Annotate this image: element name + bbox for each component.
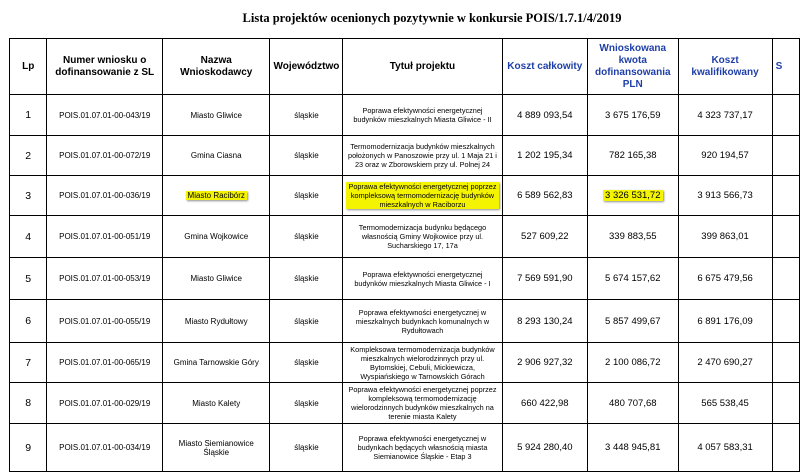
table-row — [10, 136, 800, 176]
cell-kwalifikowany: 3 913 566,73 — [678, 176, 772, 216]
cell-kwalifikowany: 4 057 583,31 — [678, 424, 772, 472]
cell-kwota — [588, 176, 678, 216]
cell-numer: POIS.01.07.01-00-036/19 — [47, 176, 163, 216]
cell-extra — [772, 258, 799, 300]
header-tytul-projektu: Tytuł projektu — [343, 39, 502, 95]
header-extra-column: S — [772, 39, 799, 95]
cell-koszt: 5 924 280,40 — [502, 424, 587, 472]
cell-kwota: 2 100 086,72 — [588, 343, 678, 383]
cell-lp: 7 — [10, 343, 47, 383]
cell-kwota: 3 675 176,59 — [588, 95, 678, 136]
cell-extra — [772, 95, 799, 136]
header-wojewodztwo: Województwo — [270, 39, 343, 95]
table-row — [10, 258, 800, 300]
cell-kwota: 5 857 499,67 — [588, 300, 678, 343]
document-title — [0, 11, 800, 26]
cell-wojewodztwo: śląskie — [270, 424, 343, 472]
cell-kwalifikowany: 920 194,57 — [678, 136, 772, 176]
cell-nazwa: Miasto Kalety — [162, 383, 269, 424]
cell-nazwa: Gmina Ciasna — [162, 136, 269, 176]
header-koszt-calkowity: Koszt całkowity — [502, 39, 587, 95]
cell-nazwa — [162, 176, 269, 216]
cell-koszt: 7 569 591,90 — [502, 258, 587, 300]
cell-numer: POIS.01.07.01-00-072/19 — [47, 136, 163, 176]
cell-kwalifikowany: 6 891 176,09 — [678, 300, 772, 343]
header-wnioskowana-kwota: Wnioskowana kwota dofinansowania PLN — [588, 39, 678, 95]
table-row — [10, 216, 800, 258]
cell-wojewodztwo: śląskie — [270, 136, 343, 176]
projects-table — [9, 38, 800, 472]
cell-nazwa: Gmina Wojkowice — [162, 216, 269, 258]
cell-numer: POIS.01.07.01-00-034/19 — [47, 424, 163, 472]
cell-kwalifikowany: 4 323 737,17 — [678, 95, 772, 136]
cell-tytul: Termomodernizacja budynków mieszkalnych położonych w Panoszowie przy ul. 1 Maja 21 i 23 oraz w Zborowskiem przy ul. Polnej 24 — [343, 136, 502, 176]
cell-lp: 9 — [10, 424, 47, 472]
cell-lp: 3 — [10, 176, 47, 216]
cell-lp: 4 — [10, 216, 47, 258]
cell-lp: 8 — [10, 383, 47, 424]
cell-extra — [772, 136, 799, 176]
header-lp: Lp — [10, 39, 47, 95]
cell-numer: POIS.01.07.01-00-055/19 — [47, 300, 163, 343]
cell-kwota: 3 448 945,81 — [588, 424, 678, 472]
header-row — [10, 39, 800, 95]
cell-lp: 2 — [10, 136, 47, 176]
cell-koszt: 6 589 562,83 — [502, 176, 587, 216]
cell-numer: POIS.01.07.01-00-029/19 — [47, 383, 163, 424]
cell-nazwa: Miasto Gliwice — [162, 95, 269, 136]
cell-tytul: Poprawa efektywności energetycznej budynków mieszkalnych Miasta Gliwice - I — [343, 258, 502, 300]
cell-extra — [772, 176, 799, 216]
cell-nazwa: Miasto Siemianowice Śląskie — [162, 424, 269, 472]
cell-tytul: Termomodernizacja budynku będącego własnością Gminy Wojkowice przy ul. Sucharskiego 17, 17a — [343, 216, 502, 258]
cell-wojewodztwo: śląskie — [270, 216, 343, 258]
cell-koszt: 4 889 093,54 — [502, 95, 587, 136]
cell-extra — [772, 300, 799, 343]
cell-tytul — [343, 176, 502, 216]
cell-koszt: 8 293 130,24 — [502, 300, 587, 343]
table-row — [10, 300, 800, 343]
cell-tytul: Poprawa efektywności energetycznej poprzez kompleksową termomodernizację wielorodzinnych budynków mieszkalnych na terenie miasta Kalety — [343, 383, 502, 424]
cell-kwalifikowany: 565 538,45 — [678, 383, 772, 424]
cell-tytul: Kompleksowa termomodernizacja budynków mieszkalnych wielorodzinnych przy ul. Bytomskiej, Cebuli, Mickiewicza, Wyspiańskiego w Tarnowskich Górach — [343, 343, 502, 383]
header-numer-wniosku: Numer wniosku o dofinansowanie z SL — [47, 39, 163, 95]
highlighted-amount: 3 326 531,72 — [605, 190, 661, 201]
table-row — [10, 343, 800, 383]
cell-extra — [772, 424, 799, 472]
header-koszt-kwalifikowany: Koszt kwalifikowany — [678, 39, 772, 95]
table-row — [10, 383, 800, 424]
table-row — [10, 424, 800, 472]
cell-koszt: 2 906 927,32 — [502, 343, 587, 383]
cell-nazwa: Miasto Gliwice — [162, 258, 269, 300]
cell-wojewodztwo: śląskie — [270, 258, 343, 300]
cell-kwalifikowany: 6 675 479,56 — [678, 258, 772, 300]
cell-koszt: 527 609,22 — [502, 216, 587, 258]
cell-extra — [772, 343, 799, 383]
cell-kwota: 480 707,68 — [588, 383, 678, 424]
table-row — [10, 95, 800, 136]
cell-lp: 1 — [10, 95, 47, 136]
cell-numer: POIS.01.07.01-00-065/19 — [47, 343, 163, 383]
cell-kwalifikowany: 399 863,01 — [678, 216, 772, 258]
cell-kwota: 782 165,38 — [588, 136, 678, 176]
cell-wojewodztwo: śląskie — [270, 343, 343, 383]
cell-numer: POIS.01.07.01-00-051/19 — [47, 216, 163, 258]
document-title-text: Lista projektów ocenionych pozytywnie w konkursie POIS/1.7.1/4/2019 — [242, 11, 622, 25]
cell-nazwa: Gmina Tarnowskie Góry — [162, 343, 269, 383]
cell-tytul: Poprawa efektywności energetycznej w budynkach będących własnością miasta Siemianowice Śląskie - Etap 3 — [343, 424, 502, 472]
cell-wojewodztwo: śląskie — [270, 383, 343, 424]
cell-extra — [772, 216, 799, 258]
cell-tytul: Poprawa efektywności energetycznej budynków mieszkalnych Miasta Gliwice - II — [343, 95, 502, 136]
cell-numer: POIS.01.07.01-00-053/19 — [47, 258, 163, 300]
cell-wojewodztwo: śląskie — [270, 95, 343, 136]
cell-wojewodztwo: śląskie — [270, 300, 343, 343]
cell-kwota: 5 674 157,62 — [588, 258, 678, 300]
table-row — [10, 176, 800, 216]
cell-nazwa: Miasto Rydułtowy — [162, 300, 269, 343]
cell-lp: 6 — [10, 300, 47, 343]
header-nazwa-wnioskodawcy: Nazwa Wnioskodawcy — [162, 39, 269, 95]
cell-kwalifikowany: 2 470 690,27 — [678, 343, 772, 383]
cell-wojewodztwo: śląskie — [270, 176, 343, 216]
cell-koszt: 1 202 195,34 — [502, 136, 587, 176]
cell-extra — [772, 383, 799, 424]
highlighted-title: Poprawa efektywności energetycznej poprzez kompleksową termomodernizację budynków mieszkalnych w Raciborzu — [346, 182, 498, 209]
cell-numer: POIS.01.07.01-00-043/19 — [47, 95, 163, 136]
cell-koszt: 660 422,98 — [502, 383, 587, 424]
cell-kwota: 339 883,55 — [588, 216, 678, 258]
highlighted-applicant: Miasto Racibórz — [187, 191, 245, 200]
cell-lp: 5 — [10, 258, 47, 300]
cell-tytul: Poprawa efektywności energetycznej w mieszkalnych budynkach komunalnych w Rydułtowach — [343, 300, 502, 343]
